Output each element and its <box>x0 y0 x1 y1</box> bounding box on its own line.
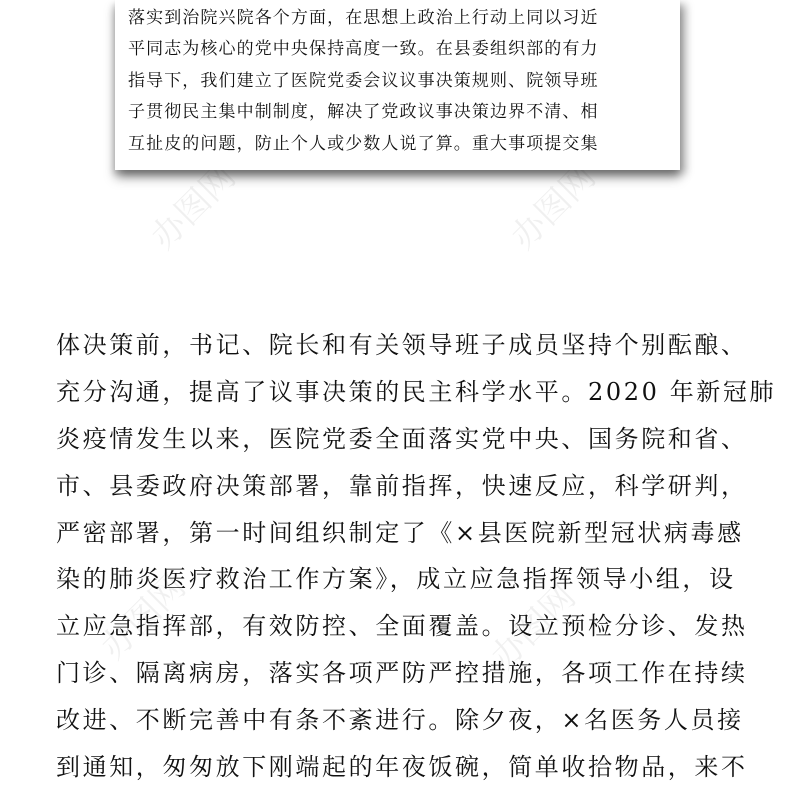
body-text-line: 炎疫情发生以来，医院党委全面落实党中央、国务院和省、 <box>56 424 748 453</box>
body-text-line: 到通知，匆匆放下刚端起的年夜饭碗，简单收拾物品，来不 <box>56 753 748 782</box>
card-text-line: 指导下，我们建立了医院党委会议议事决策规则、院领导班 <box>128 70 599 91</box>
card-text-line: 落实到治院兴院各个方面，在思想上政治上行动上同以习近 <box>128 8 599 28</box>
watermark: 办图网 <box>503 156 604 258</box>
card-paragraph <box>128 3 668 160</box>
watermark: 办图网 <box>143 156 244 258</box>
body-text-line: 严密部署，第一时间组织制定了《×县医院新型冠状病毒感 <box>56 518 744 547</box>
body-paragraph <box>56 322 777 791</box>
body-text-line: 染的肺炎医疗救治工作方案》，成立应急指挥领导小组，设 <box>56 565 736 594</box>
body-text-line: 改进、不断完善中有条不紊进行。除夕夜，×名医务人员接 <box>56 706 744 735</box>
card-text-line: 互扯皮的问题，防止个人或少数人说了算。重大事项提交集 <box>128 133 599 154</box>
watermark: 办图网 <box>483 576 584 678</box>
watermark: 办图网 <box>93 566 194 668</box>
body-text-line: 体决策前，书记、院长和有关领导班子成员坚持个别酝酿、 <box>56 331 748 359</box>
page-preview-card <box>115 0 680 170</box>
card-text-line: 平同志为核心的党中央保持高度一致。在县委组织部的有力 <box>128 39 599 60</box>
card-text-line: 子贯彻民主集中制制度，解决了党政议事决策边界不清、相 <box>128 102 599 123</box>
body-text-line: 充分沟通，提高了议事决策的民主科学水平。2020 年新冠肺 <box>56 377 777 406</box>
body-text-line: 门诊、隔离病房，落实各项严防严控措施，各项工作在持续 <box>56 659 748 688</box>
body-text-line: 市、县委政府决策部署，靠前指挥，快速反应，科学研判， <box>56 471 748 500</box>
body-text-line: 立应急指挥部，有效防控、全面覆盖。设立预检分诊、发热 <box>56 612 748 641</box>
